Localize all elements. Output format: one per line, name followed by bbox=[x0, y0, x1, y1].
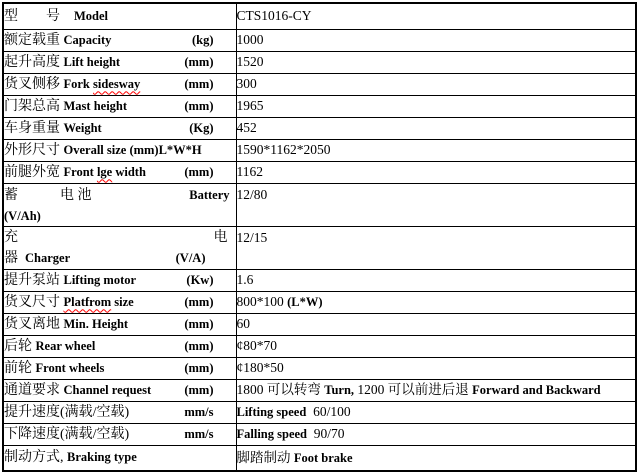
spec-text-cn: 外形尺寸 bbox=[4, 142, 64, 158]
spec-text-cn: 60/100 bbox=[306, 404, 351, 419]
text-line bbox=[4, 292, 236, 313]
spec-label-cell bbox=[3, 51, 236, 73]
spec-text-cn: 起升高度 bbox=[4, 54, 64, 70]
spec-value-cell bbox=[236, 73, 636, 95]
spec-text-en: Model bbox=[74, 8, 109, 23]
spec-text-cn: 货叉侧移 bbox=[4, 76, 64, 92]
spec-text-en: Battery bbox=[189, 187, 230, 202]
spec-text-en: Falling speed bbox=[236, 427, 307, 441]
spec-value-cell bbox=[236, 117, 636, 139]
text-line bbox=[4, 248, 236, 269]
spec-value-cell bbox=[236, 445, 636, 471]
spec-value-cell bbox=[236, 29, 636, 51]
spec-row bbox=[3, 269, 636, 291]
spec-label-cell bbox=[3, 269, 236, 291]
text-line bbox=[4, 96, 236, 117]
spec-label-cell bbox=[3, 445, 236, 471]
spec-text-cn: 额定载重 bbox=[4, 32, 64, 48]
unit-text: (mm) bbox=[184, 98, 214, 113]
spec-label-cell bbox=[3, 117, 236, 139]
spec-value-cell bbox=[236, 269, 636, 291]
spec-text-cn: 脚踏制动 bbox=[236, 450, 294, 465]
text-line bbox=[4, 336, 236, 357]
text-line bbox=[237, 402, 636, 422]
spec-value-cell bbox=[236, 379, 636, 401]
spec-value-cell bbox=[236, 226, 636, 269]
spec-text-en: Front wheels bbox=[35, 360, 105, 375]
text-line bbox=[237, 424, 636, 444]
spec-text-cn: ¢180*50 bbox=[236, 360, 284, 375]
unit-text: mm/s bbox=[184, 404, 214, 419]
spec-text-en: lge bbox=[96, 164, 113, 179]
spec-text-cn: 器 bbox=[4, 250, 25, 266]
text-line bbox=[4, 424, 236, 445]
spec-text-en: Lifting motor bbox=[63, 272, 137, 287]
unit-text: (mm) bbox=[184, 294, 214, 309]
text-line bbox=[4, 228, 236, 248]
spec-text-en: width bbox=[112, 164, 146, 179]
spec-text-en: Min. Height bbox=[63, 316, 129, 331]
spec-text-cn: 下降速度(满载/空载) bbox=[4, 426, 130, 442]
spec-text-cn: 后轮 bbox=[4, 338, 36, 354]
text-line bbox=[4, 206, 236, 226]
spec-label-cell bbox=[3, 379, 236, 401]
text-line bbox=[4, 314, 236, 335]
spec-row bbox=[3, 423, 636, 445]
spec-row bbox=[3, 183, 636, 226]
text-line bbox=[237, 380, 636, 400]
spec-text-cn: 12/80 bbox=[236, 186, 268, 202]
text-line bbox=[237, 6, 636, 26]
spec-text-cn: CTS1016-CY bbox=[236, 8, 312, 24]
text-line bbox=[4, 358, 236, 379]
spec-text-en: Channel request bbox=[63, 382, 152, 397]
spec-label-cell bbox=[3, 3, 236, 29]
spec-label-cell bbox=[3, 29, 236, 51]
spec-label-cell bbox=[3, 161, 236, 183]
spec-row bbox=[3, 161, 636, 183]
spec-label-cell bbox=[3, 335, 236, 357]
spec-text-en: sidesway bbox=[93, 76, 141, 91]
spec-table bbox=[2, 2, 637, 472]
spec-row bbox=[3, 226, 636, 269]
spec-text-cn: 门架总高 bbox=[4, 98, 64, 114]
spec-text-en: Charger bbox=[25, 250, 71, 265]
text-line bbox=[4, 380, 236, 401]
spec-text-cn: 制动方式, bbox=[4, 450, 67, 466]
text-line bbox=[237, 118, 636, 138]
text-line bbox=[4, 74, 236, 95]
spec-text-cn: 货叉离地 bbox=[4, 316, 64, 332]
spec-label-cell bbox=[3, 291, 236, 313]
spec-row bbox=[3, 95, 636, 117]
spec-text-cn: 1162 bbox=[236, 164, 263, 179]
spec-text-en: Rear wheel bbox=[35, 338, 96, 353]
text-line bbox=[4, 52, 236, 73]
spec-row bbox=[3, 139, 636, 161]
spec-text-cn: 1520 bbox=[236, 54, 264, 69]
text-line bbox=[237, 292, 636, 312]
spec-text-en: Weight bbox=[63, 120, 102, 135]
spec-text-en: Lifting speed bbox=[236, 405, 307, 419]
text-line bbox=[4, 6, 236, 27]
text-line bbox=[237, 96, 636, 116]
text-line bbox=[237, 314, 636, 334]
spec-row bbox=[3, 357, 636, 379]
spec-text-en: Turn, bbox=[324, 383, 355, 397]
spec-value-cell bbox=[236, 139, 636, 161]
unit-text: mm/s bbox=[184, 426, 214, 441]
spec-text-en: Lift height bbox=[63, 54, 121, 69]
spec-text-en: Mast height bbox=[63, 98, 128, 113]
spec-text-cn: 300 bbox=[236, 76, 257, 91]
unit-text: (Kg) bbox=[189, 120, 214, 135]
spec-row bbox=[3, 117, 636, 139]
unit-text: (mm) bbox=[184, 316, 214, 331]
text-line bbox=[237, 448, 636, 468]
spec-label-cell bbox=[3, 423, 236, 445]
spec-text-en: (L*W) bbox=[287, 295, 323, 309]
unit-text: (mm) bbox=[184, 76, 214, 91]
spec-text-en: Foot brake bbox=[293, 451, 353, 465]
spec-value-cell bbox=[236, 335, 636, 357]
text-line bbox=[237, 52, 636, 72]
spec-text-en: Overall size (mm)L*W*H bbox=[63, 142, 202, 157]
spec-text-cn: 1965 bbox=[236, 98, 264, 113]
spec-text-cn: 60 bbox=[236, 316, 250, 331]
text-line bbox=[237, 140, 636, 160]
spec-row bbox=[3, 445, 636, 471]
spec-text-cn: 提升速度(满载/空载) bbox=[4, 404, 130, 420]
spec-text-cn: 1590*1162*2050 bbox=[236, 142, 331, 157]
spec-row bbox=[3, 335, 636, 357]
spec-text-en: Platfrom bbox=[63, 294, 112, 309]
spec-text-cn: 型 号 bbox=[4, 8, 74, 24]
spec-label-cell bbox=[3, 183, 236, 226]
text-line bbox=[237, 74, 636, 94]
spec-text-en: size bbox=[111, 294, 134, 309]
spec-text-cn: 前腿外宽 bbox=[4, 164, 64, 180]
text-line bbox=[237, 270, 636, 290]
text-line bbox=[237, 162, 636, 182]
text-line bbox=[237, 358, 636, 378]
unit-text: (mm) bbox=[184, 338, 214, 353]
text-line bbox=[4, 185, 236, 206]
unit-text: (V/A) bbox=[175, 250, 206, 265]
spec-row bbox=[3, 291, 636, 313]
spec-text-en: Fork bbox=[63, 76, 94, 91]
spec-row bbox=[3, 29, 636, 51]
spec-row bbox=[3, 73, 636, 95]
spec-value-cell bbox=[236, 183, 636, 226]
text-line bbox=[4, 162, 236, 183]
spec-value-cell bbox=[236, 357, 636, 379]
spec-label-cell bbox=[3, 139, 236, 161]
spec-text-cn: 通道要求 bbox=[4, 382, 64, 398]
spec-text-cn: 前轮 bbox=[4, 360, 36, 376]
unit-text: (mm) bbox=[184, 382, 214, 397]
text-line bbox=[4, 30, 236, 51]
spec-text-cn: 电 bbox=[213, 229, 228, 245]
text-line bbox=[4, 402, 236, 423]
spec-value-cell bbox=[236, 401, 636, 423]
spec-text-cn: 车身重量 bbox=[4, 120, 64, 136]
spec-text-en: Front bbox=[63, 164, 97, 179]
spec-value-cell bbox=[236, 313, 636, 335]
unit-text: (kg) bbox=[191, 32, 214, 47]
spec-label-cell bbox=[3, 73, 236, 95]
spec-label-cell bbox=[3, 95, 236, 117]
unit-text: (mm) bbox=[184, 360, 214, 375]
spec-text-cn: 充 bbox=[4, 229, 18, 245]
spec-table-body bbox=[3, 3, 636, 471]
text-line bbox=[4, 447, 236, 468]
spec-text-cn: 800*100 bbox=[236, 294, 288, 309]
text-line bbox=[4, 140, 236, 161]
text-line bbox=[237, 185, 636, 205]
spec-text-cn: ¢80*70 bbox=[236, 338, 277, 353]
unit-text: (mm) bbox=[184, 164, 214, 179]
text-line bbox=[237, 228, 636, 248]
spec-text-en: Forward and Backward bbox=[472, 383, 601, 397]
spec-row bbox=[3, 3, 636, 29]
spec-row bbox=[3, 379, 636, 401]
spec-text-cn: 蓄 电 池 bbox=[4, 187, 92, 203]
spec-text-cn: 1000 bbox=[236, 32, 264, 47]
spec-text-en: (V/Ah) bbox=[4, 208, 41, 223]
spec-text-cn: 提升泵站 bbox=[4, 272, 64, 288]
spec-row bbox=[3, 401, 636, 423]
spec-label-cell bbox=[3, 401, 236, 423]
spec-value-cell bbox=[236, 291, 636, 313]
spec-text-en: Capacity bbox=[63, 32, 112, 47]
spec-text-cn: 货叉尺寸 bbox=[4, 294, 64, 310]
spec-row bbox=[3, 51, 636, 73]
text-line bbox=[4, 118, 236, 139]
text-line bbox=[237, 30, 636, 50]
unit-text: (mm) bbox=[184, 54, 214, 69]
spec-label-cell bbox=[3, 357, 236, 379]
spec-value-cell bbox=[236, 95, 636, 117]
spec-value-cell bbox=[236, 423, 636, 445]
spec-value-cell bbox=[236, 51, 636, 73]
text-line bbox=[4, 270, 236, 291]
spec-text-cn: 1800 可以转弯 bbox=[236, 382, 325, 397]
unit-text: (Kw) bbox=[186, 272, 214, 287]
spec-text-en: Braking type bbox=[67, 450, 137, 465]
spec-value-cell bbox=[236, 3, 636, 29]
spec-label-cell bbox=[3, 313, 236, 335]
spec-label-cell bbox=[3, 226, 236, 269]
spec-text-cn: 1200 可以前进后退 bbox=[354, 382, 473, 397]
spec-text-cn: 1.6 bbox=[236, 272, 254, 287]
spec-text-cn: 90/70 bbox=[307, 426, 345, 441]
spec-text-cn: 12/15 bbox=[236, 229, 268, 245]
spec-text-cn: 452 bbox=[236, 120, 257, 135]
spec-value-cell bbox=[236, 161, 636, 183]
text-line bbox=[237, 336, 636, 356]
spec-row bbox=[3, 313, 636, 335]
